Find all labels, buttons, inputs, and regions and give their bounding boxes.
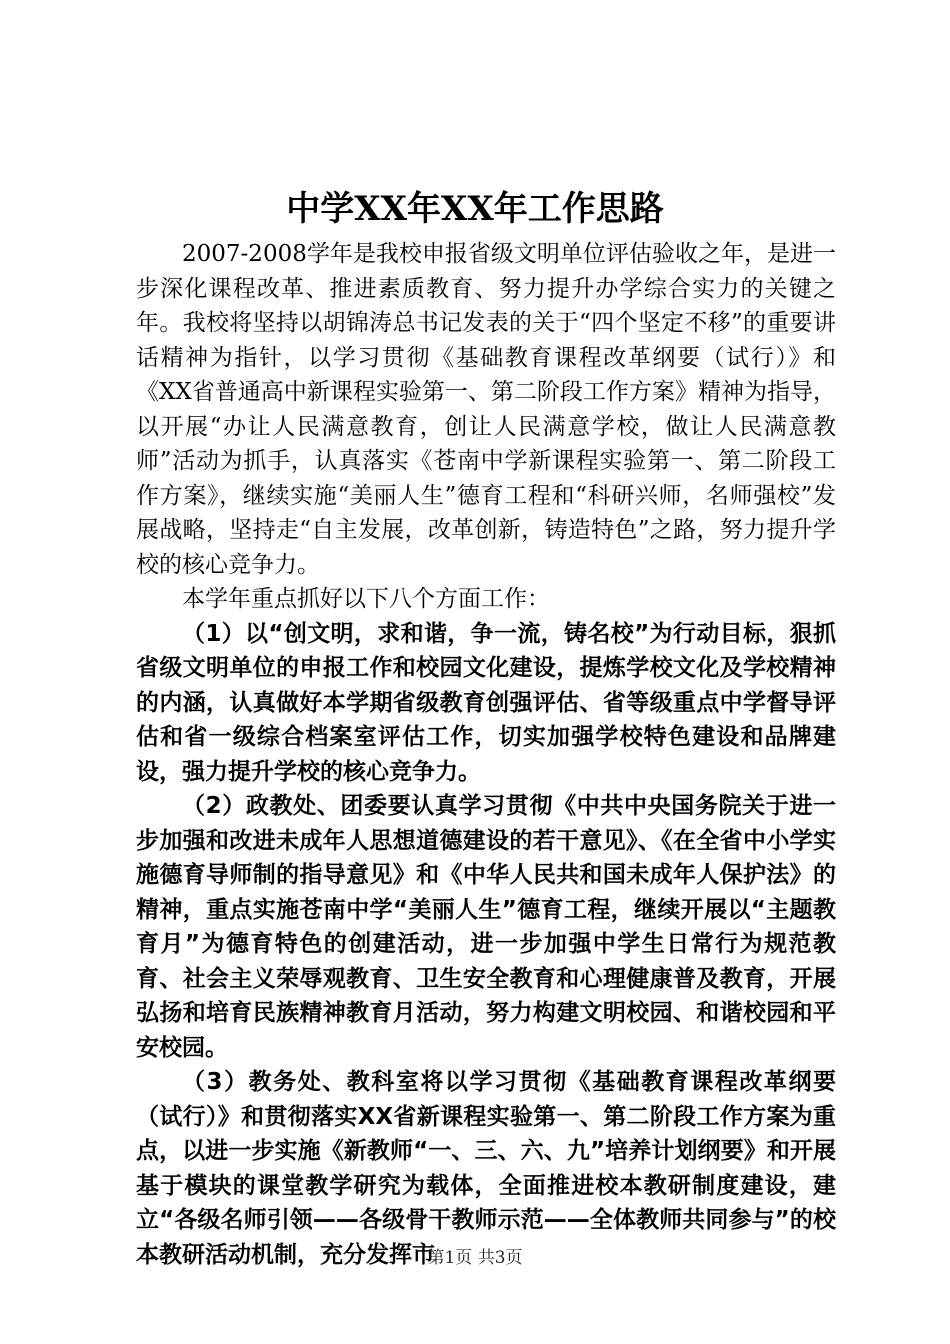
paragraph-item-1: （1）以“创文明，求和谐，争一流，铸名校”为行动目标，狠抓省级文明单位的申报工作和校园文化建设，提炼学校文化及学校精神的内涵，认真做好本学期省级教育创强评估、省等级重点中学督导评估和省一级综合档案室评估工作，切实加强学校特色建设和品牌建设，强力提升学校的核心竞争力。 <box>136 620 836 785</box>
paragraph-lead: 本学年重点抓好以下八个方面工作： <box>182 586 550 612</box>
paragraph-item-3: （3）教务处、教科室将以学习贯彻《基础教育课程改革纲要（试行）》和贯彻落实XX省新课程实验第一、第二阶段工作方案为重点，以进一步实施《新教师“一、三、六、九”培养计划纲要》和开展基于模块的课堂教学研究为载体，全面推进校本教研制度建设，建立“各级名师引领——各级骨干教师示范——全体教师共同参与”的校本教研活动机制，充分发挥市 <box>136 1069 836 1268</box>
document-body <box>136 237 836 1272</box>
document-title: 中学XX年XX年工作思路 <box>286 189 664 229</box>
paragraph-item-2: （2）政教处、团委要认真学习贯彻《中共中央国务院关于进一步加强和改进未成年人思想道德建设的若干意见》、《在全省中小学实施德育导师制的指导意见》和《中华人民共和国未成年人保护法》的精神，重点实施苍南中学“美丽人生”德育工程，继续开展以“主题教育月”为德育特色的创建活动，进一步加强中学生日常行为规范教育、社会主义荣辱观教育、卫生安全教育和心理健康普及教育，开展弘扬和培育民族精神教育月活动，努力构建文明校园、和谐校园和平安校园。 <box>136 793 836 1061</box>
page-footer: 第1页 共3页 <box>427 1248 523 1268</box>
paragraph-intro: 2007-2008学年是我校申报省级文明单位评估验收之年，是进一步深化课程改革、推进素质教育、努力提升办学综合实力的关键之年。我校将坚持以胡锦涛总书记发表的关于“四个坚定不移”的重要讲话精神为指针，以学习贯彻《基础教育课程改革纲要（试行）》和《XX省普通高中新课程实验第一、第二阶段工作方案》精神为指导，以开展“办让人民满意教育，创让人民满意学校，做让人民满意教师”活动为抓手，认真落实《苍南中学新课程实验第一、第二阶段工作方案》，继续实施“美丽人生”德育工程和“科研兴师，名师强校”发展战略，坚持走“自主发展，改革创新，铸造特色”之路，努力提升学校的核心竞争力。 <box>136 241 836 578</box>
